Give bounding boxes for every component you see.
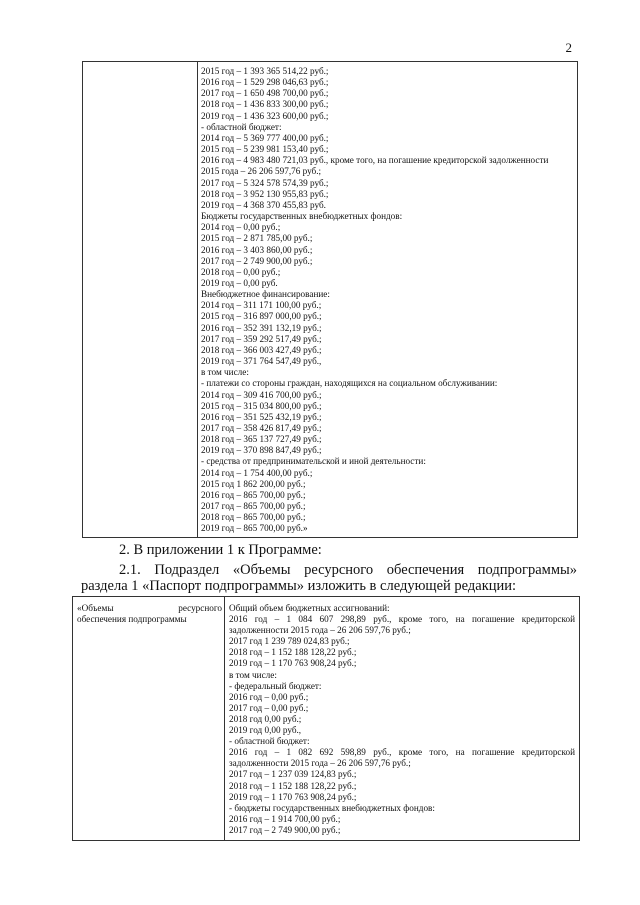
text-line: 2018 год 0,00 руб.;	[229, 713, 302, 724]
text-line: 2018 год – 865 700,00 руб.;	[201, 512, 306, 523]
text-line: Общий объем бюджетных ассигнований:	[229, 603, 390, 613]
text-line: 2018 год – 1 152 188 128,22 руб.;	[229, 647, 357, 658]
text-line: 2015 года – 26 206 597,76 руб.;	[201, 166, 322, 177]
label-line: «Объемы ресурсного	[77, 603, 222, 613]
text-line: 2016 год – 1 529 298 046,63 руб.;	[201, 77, 329, 88]
text-line: - областной бюджет:	[229, 736, 310, 747]
text-line: 2017 год – 1 650 498 700,00 руб.;	[201, 88, 329, 99]
subprogram-funding-table	[72, 596, 580, 841]
text-line: 2016 год – 1 084 607 298,89 руб., кроме того, на погашение кредиторской	[229, 614, 575, 625]
text-line: - федеральный бюджет:	[229, 680, 322, 691]
text-line: 2019 год – 1 436 323 600,00 руб.;	[201, 110, 329, 121]
text-line: 2016 год – 4 983 480 721,03 руб., кроме того, на погашение кредиторской задолженности	[201, 155, 549, 166]
text-line: 2014 год – 0,00 руб.;	[201, 222, 281, 233]
text-line: 2019 год – 371 764 547,49 руб.,	[201, 356, 322, 367]
text-line: - бюджеты государственных внебюджетных фондов:	[229, 802, 435, 813]
text-line: 2016 год – 351 525 432,19 руб.;	[201, 411, 322, 422]
text-line: 2017 год – 5 324 578 574,39 руб.;	[201, 177, 329, 188]
text-line: 2016 год – 865 700,00 руб.;	[201, 489, 306, 500]
paragraph-subsection-cont: раздела 1 «Паспорт подпрограммы» изложить в следующей редакции:	[81, 578, 517, 594]
text-line: задолженности 2015 года – 26 206 597,76 руб.;	[229, 625, 411, 636]
text-line: 2016 год – 3 403 860,00 руб.;	[201, 244, 313, 255]
text-line: 2018 год – 0,00 руб.;	[201, 266, 281, 277]
text-line: 2017 год – 2 749 900,00 руб.;	[229, 824, 341, 835]
text-line: 2017 год – 358 426 817,49 руб.;	[201, 423, 322, 433]
text-line: 2016 год – 1 914 700,00 руб.;	[229, 813, 341, 824]
text-line: 2016 год – 352 391 132,19 руб.;	[201, 322, 322, 333]
funding-table-continued	[82, 61, 578, 538]
table-cell-left-empty	[83, 62, 198, 538]
text-line: 2015 год – 316 897 000,00 руб.;	[201, 311, 322, 322]
text-line: 2017 год – 2 749 900,00 руб.;	[201, 255, 313, 266]
text-line: - областной бюджет:	[201, 121, 282, 132]
table-row	[83, 62, 578, 538]
table-cell-right	[198, 62, 578, 538]
text-line: 2017 год 1 239 789 024,83 руб.;	[229, 636, 350, 647]
text-line: 2017 год – 865 700,00 руб.;	[201, 501, 306, 512]
text-line: 2017 год – 359 292 517,49 руб.;	[201, 333, 322, 344]
text-line: в том числе:	[229, 669, 277, 680]
text-line: 2016 год – 1 082 692 598,89 руб., кроме того, на погашение кредиторской	[229, 747, 575, 758]
text-line: 2019 год – 4 368 370 455,83 руб.	[201, 199, 326, 210]
funding-lines	[201, 66, 577, 535]
table-cell-label	[73, 597, 225, 841]
text-line: - средства от предпринимательской и иной деятельности:	[201, 456, 426, 467]
text-line: в том числе:	[201, 367, 249, 378]
text-line: - платежи со стороны граждан, находящихся на социальном обслуживании:	[201, 378, 498, 389]
table-row	[73, 597, 580, 841]
text-line: 2017 год – 0,00 руб.;	[229, 702, 309, 713]
text-line: 2019 год 0,00 руб.,	[229, 725, 302, 736]
text-line: 2018 год – 366 003 427,49 руб.;	[201, 344, 322, 355]
text-line: 2018 год – 1 152 188 128,22 руб.;	[229, 780, 357, 791]
funding-lines	[229, 603, 575, 836]
text-line: 2014 год – 309 416 700,00 руб.;	[201, 389, 322, 400]
label-line: обеспечения подпрограммы	[77, 614, 187, 625]
text-line: 2015 год – 5 239 981 153,40 руб.;	[201, 144, 329, 155]
paragraph-appendix: 2. В приложении 1 к Программе:	[119, 542, 322, 558]
text-line: 2019 год – 1 170 763 908,24 руб.;	[229, 658, 357, 669]
text-line: 2015 год – 1 393 365 514,22 руб.;	[201, 66, 329, 76]
text-line: 2015 год – 315 034 800,00 руб.;	[201, 400, 322, 411]
text-line: 2016 год – 0,00 руб.;	[229, 691, 309, 702]
text-line: задолженности 2015 года – 26 206 597,76 руб.;	[229, 758, 411, 769]
text-line: 2019 год – 1 170 763 908,24 руб.;	[229, 791, 357, 802]
text-line: Бюджеты государственных внебюджетных фондов:	[201, 211, 403, 222]
text-line: 2017 год – 1 237 039 124,83 руб.;	[229, 769, 357, 780]
text-line: 2019 год – 865 700,00 руб.»	[201, 523, 308, 534]
text-line: Внебюджетное финансирование:	[201, 289, 330, 300]
text-line: 2015 год – 2 871 785,00 руб.;	[201, 233, 313, 244]
text-line: 2015 год 1 862 200,00 руб.;	[201, 478, 306, 489]
text-line: 2018 год – 3 952 130 955,83 руб.;	[201, 188, 329, 199]
page-number: 2	[565, 40, 572, 55]
text-line: 2019 год – 370 898 847,49 руб.;	[201, 445, 322, 456]
paragraph-subsection: 2.1. Подраздел «Объемы ресурсного обеспечения подпрограммы»	[119, 562, 577, 578]
table-cell-values	[225, 597, 580, 841]
text-line: 2018 год – 1 436 833 300,00 руб.;	[201, 99, 329, 110]
text-line: 2014 год – 1 754 400,00 руб.;	[201, 467, 313, 478]
text-line: 2014 год – 5 369 777 400,00 руб.;	[201, 132, 329, 143]
text-line: 2014 год – 311 171 100,00 руб.;	[201, 300, 322, 311]
text-line: 2019 год – 0,00 руб.	[201, 277, 278, 288]
text-line: 2018 год – 365 137 727,49 руб.;	[201, 434, 322, 445]
